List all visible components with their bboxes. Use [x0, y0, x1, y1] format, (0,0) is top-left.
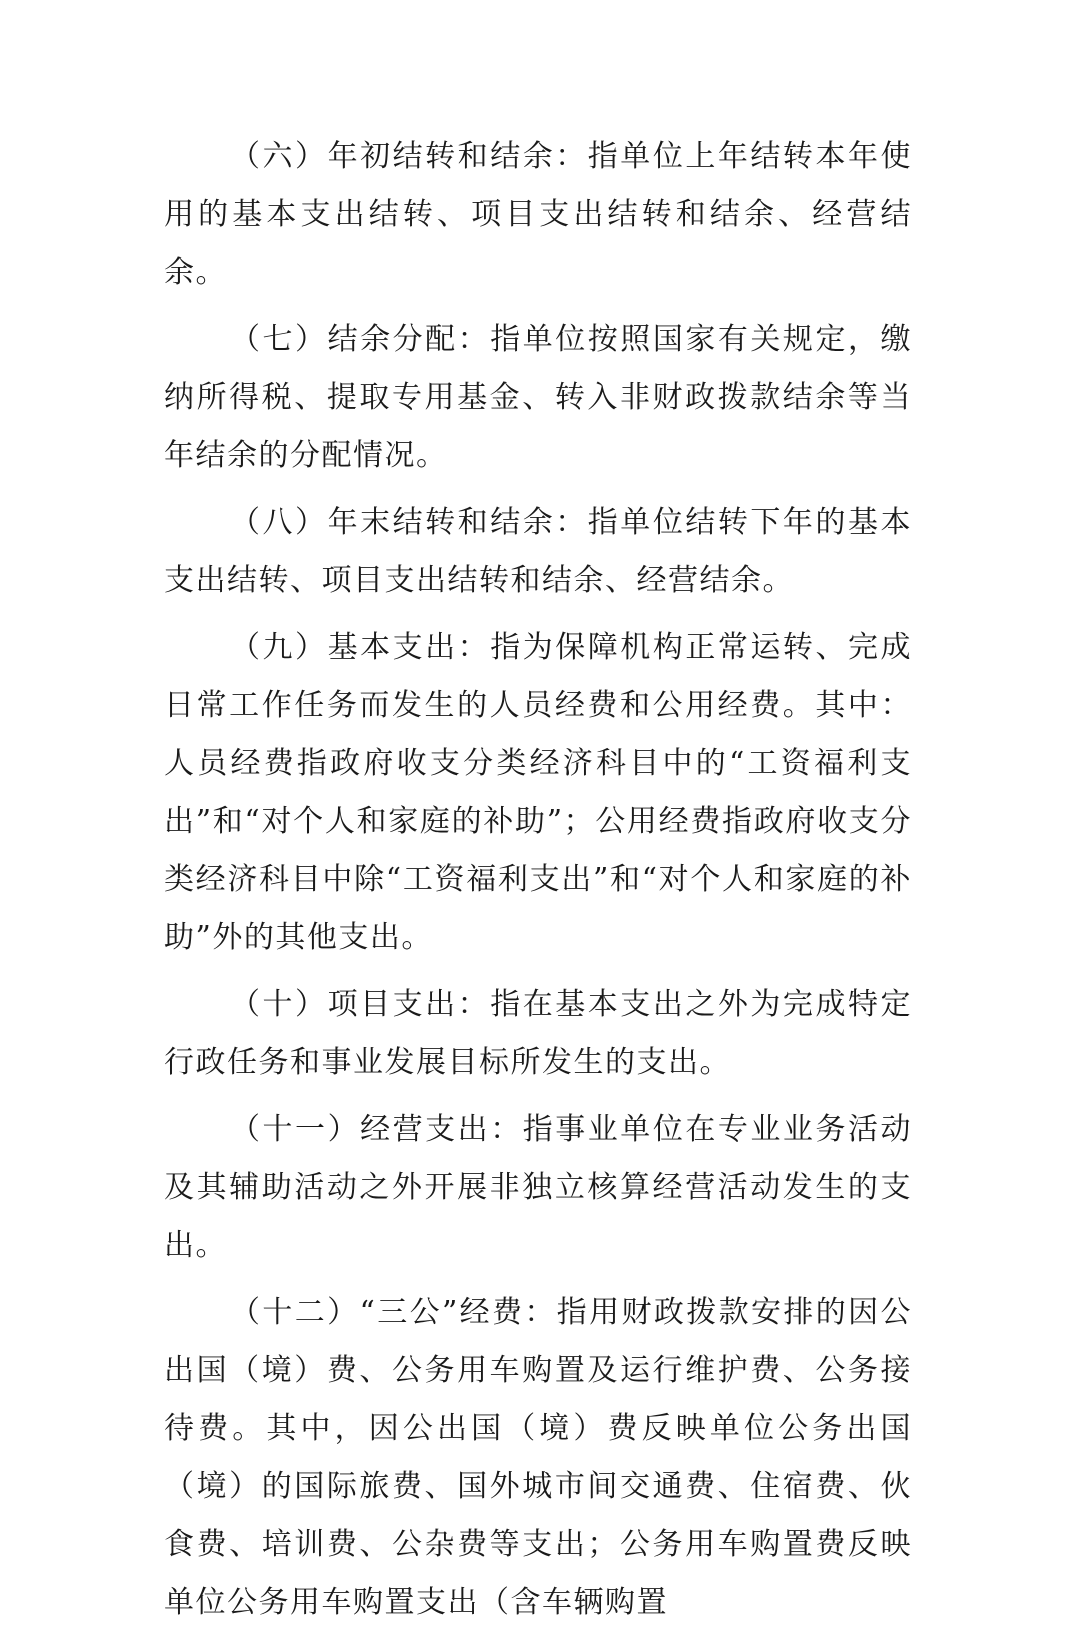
paragraph-carryover-beginning: （六）年初结转和结余：指单位上年结转本年使用的基本支出结转、项目支出结转和结余、经营结余。 — [164, 139, 912, 290]
paragraph-project-expenditure: （十）项目支出：指在基本支出之外为完成特定行政任务和事业发展目标所发生的支出。 — [164, 987, 912, 1080]
paragraph-surplus-distribution: （七）结余分配：指单位按照国家有关规定，缴纳所得税、提取专用基金、转入非财政拨款结余等当年结余的分配情况。 — [164, 322, 912, 473]
document-body — [164, 128, 912, 1641]
paragraph-three-public-expenses: （十二）“三公”经费：指用财政拨款安排的因公出国（境）费、公务用车购置及运行维护费、公务接待费。其中，因公出国（境）费反映单位公务出国（境）的国际旅费、国外城市间交通费、住宿费、伙食费、培训费、公杂费等支出；公务用车购置费反映单位公务用车购置支出（含车辆购置 — [164, 1295, 912, 1620]
paragraph-basic-expenditure: （九）基本支出：指为保障机构正常运转、完成日常工作任务而发生的人员经费和公用经费。其中：人员经费指政府收支分类经济科目中的“工资福利支出”和“对个人和家庭的补助”；公用经费指政府收支分类经济科目中除“工资福利支出”和“对个人和家庭的补助”外的其他支出。 — [164, 630, 912, 955]
paragraph-carryover-end: （八）年末结转和结余：指单位结转下年的基本支出结转、项目支出结转和结余、经营结余。 — [164, 505, 912, 598]
paragraph-operating-expenditure: （十一）经营支出：指事业单位在专业业务活动及其辅助活动之外开展非独立核算经营活动发生的支出。 — [164, 1112, 912, 1263]
